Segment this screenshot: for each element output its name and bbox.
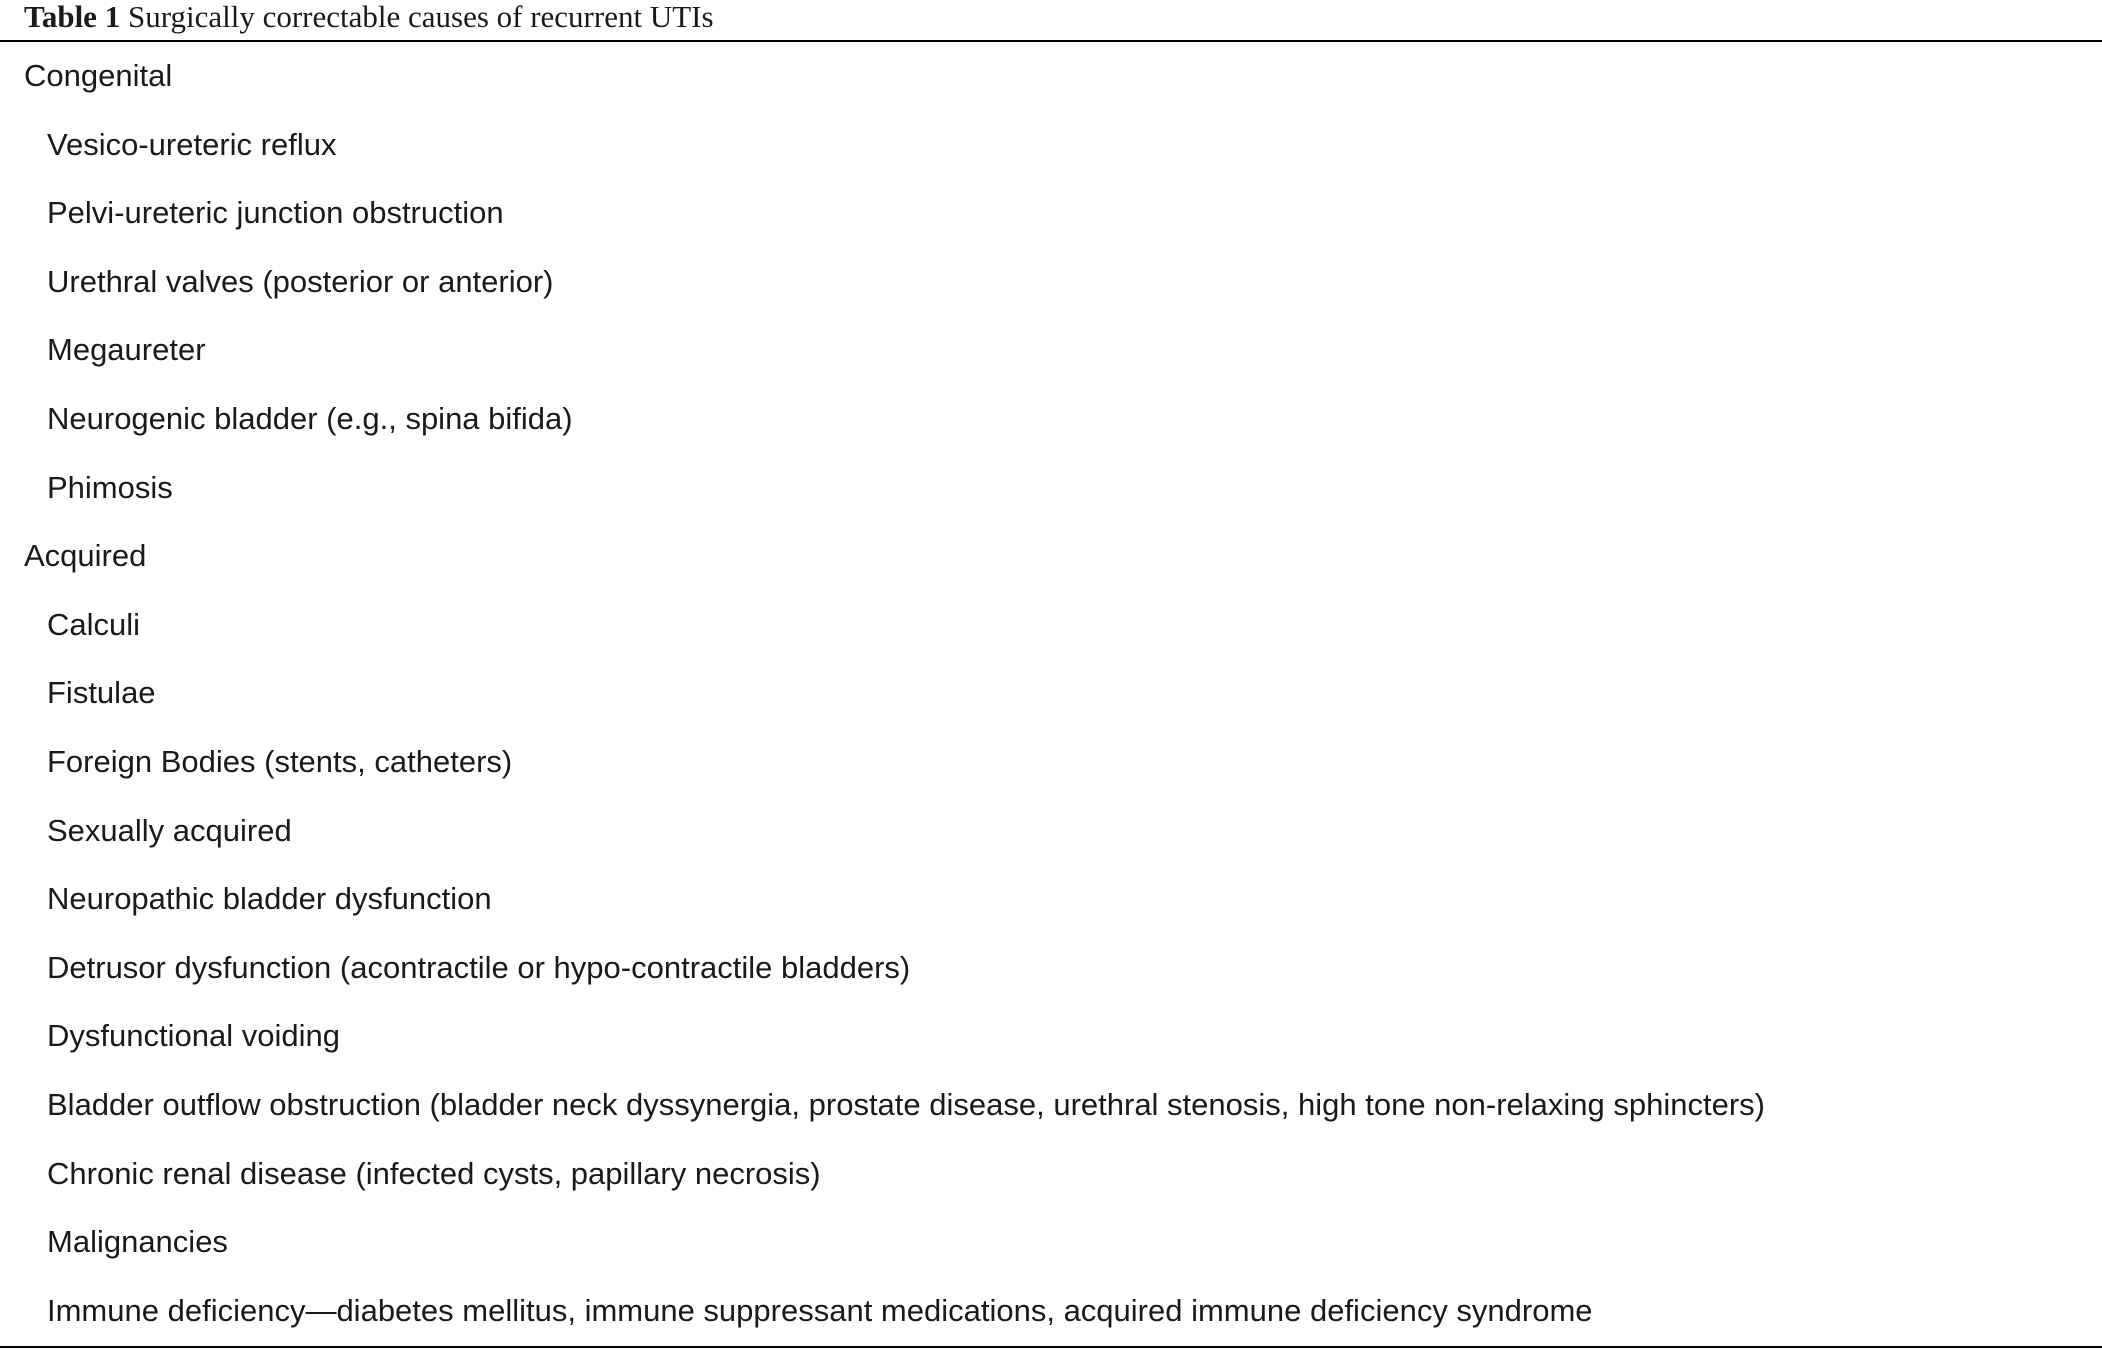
table-row: Detrusor dysfunction (acontractile or hypo-contractile bladders): [47, 949, 911, 985]
table-caption: [24, 0, 714, 40]
table-row: Megaureter: [47, 332, 206, 368]
table-row: Pelvi-ureteric junction obstruction: [47, 195, 504, 231]
table-row: Phimosis: [47, 469, 173, 505]
table-row: Dysfunctional voiding: [47, 1018, 340, 1054]
table-row: Bladder outflow obstruction (bladder neck dyssynergia, prostate disease, urethral stenosis, high tone non-relaxing sphincters): [47, 1087, 1766, 1122]
table-row: Neurogenic bladder (e.g., spina bifida): [47, 401, 573, 436]
table-row: Sexually acquired: [47, 812, 292, 848]
table-row: Vesico-ureteric reflux: [47, 126, 337, 162]
table-row: Immune deficiency—diabetes mellitus, immune suppressant medications, acquired immune deficiency syndrome: [47, 1292, 1593, 1328]
table-bottom-rule: [0, 1346, 2102, 1348]
table-row: Urethral valves (posterior or anterior): [47, 263, 554, 299]
table-body: [0, 42, 2102, 1346]
table-row: Neuropathic bladder dysfunction: [47, 881, 492, 917]
table-row: Foreign Bodies (stents, catheters): [47, 744, 513, 779]
table-row-category: Acquired: [24, 538, 147, 574]
table-caption-title: Surgically correctable causes of recurrent UTIs: [127, 0, 714, 34]
table-row-category: Congenital: [24, 58, 173, 93]
table-caption-label: Table 1: [24, 0, 121, 34]
table-row: Malignancies: [47, 1224, 228, 1260]
table-row: Fistulae: [47, 675, 156, 711]
table-row: Calculi: [47, 606, 141, 642]
table-row: Chronic renal disease (infected cysts, papillary necrosis): [47, 1155, 821, 1191]
